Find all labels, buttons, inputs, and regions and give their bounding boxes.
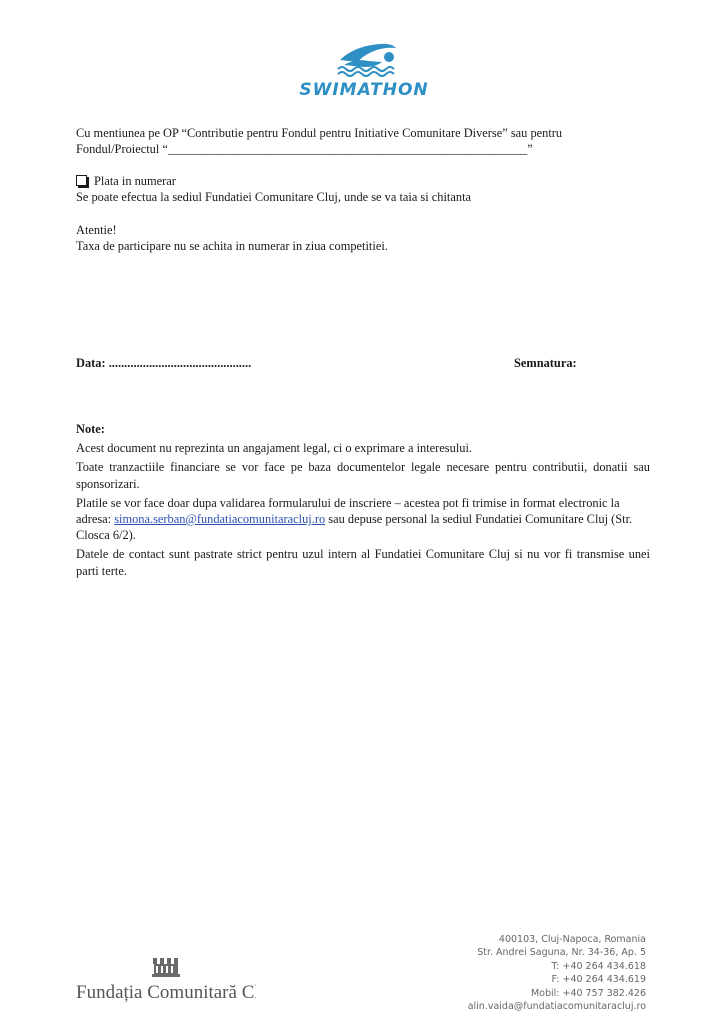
signature-row xyxy=(76,355,650,371)
cash-option-label: Plata in numerar xyxy=(94,174,176,188)
note-3 xyxy=(76,495,650,544)
date-label: Data: .............................................. xyxy=(76,356,252,370)
note-2: Toate tranzactiile financiare se vor face pe baza documentelor legale necesare pentru contributii, donatii sau sponsorizari. xyxy=(76,460,650,491)
footer-address xyxy=(426,933,646,1013)
org-name: Fundația Comunitară Cluj xyxy=(76,982,256,1003)
op-paragraph xyxy=(76,125,650,157)
op-line-1: Cu mentiunea pe OP “Contributie pentru Fondul pentru Initiative Comunitare Diverse” sau pentru xyxy=(76,126,563,140)
checkbox-icon[interactable] xyxy=(76,175,87,186)
warning-title: Atentie! xyxy=(76,223,117,237)
phone-line: T: +40 264 434.618 xyxy=(551,960,646,972)
notes-section xyxy=(76,421,650,579)
fundatia-logo xyxy=(76,954,256,1010)
crown-icon xyxy=(152,958,180,977)
address-line: Str. Andrei Saguna, Nr. 34-36, Ap. 5 xyxy=(477,947,646,959)
cash-details: Se poate efectua la sediul Fundatiei Comunitare Cluj, unde se va taia si chitanta xyxy=(76,190,472,205)
note-1: Acest document nu reprezinta un angajament legal, ci o exprimare a interesului. xyxy=(76,441,472,456)
note-3-text-end: sau depuse personal la sediul Fundatiei Comunitare Cluj (Str. Closca 6/2). xyxy=(76,512,633,543)
note-3-text-start: Platile se vor face doar dupa validarea formularului de inscriere – acestea pot fi trimise in format electronic la adresa: xyxy=(76,495,620,527)
warning-block xyxy=(76,222,650,254)
note-4: Datele de contact sunt pastrate strict pentru uzul intern al Fundatiei Comunitare Cluj si nu vor fi transmise unei parti terte. xyxy=(76,547,650,578)
address-line: 400103, Cluj-Napoca, Romania xyxy=(498,934,646,945)
fax-line: F: +40 264 434.619 xyxy=(551,974,646,986)
email-line[interactable]: alin.vaida@fundatiacomunitaracluj.ro xyxy=(467,1001,646,1013)
op-line-2: Fondul/Proiectul “__________________________________________________________” xyxy=(76,142,533,157)
signature-label: Semnatura: xyxy=(514,356,577,370)
swimathon-logo xyxy=(284,38,444,100)
notes-title: Note: xyxy=(76,422,105,436)
logo-wordmark: SWIMATHON xyxy=(299,80,429,100)
cash-option-row xyxy=(76,173,650,189)
warning-text: Taxa de participare nu se achita in numerar in ziua competitiei. xyxy=(76,239,388,254)
email-link[interactable]: simona.serban@fundatiacomunitaracluj.ro xyxy=(114,512,326,527)
mobile-line: Mobil: +40 757 382.426 xyxy=(530,987,646,999)
cash-payment-block xyxy=(76,173,650,205)
